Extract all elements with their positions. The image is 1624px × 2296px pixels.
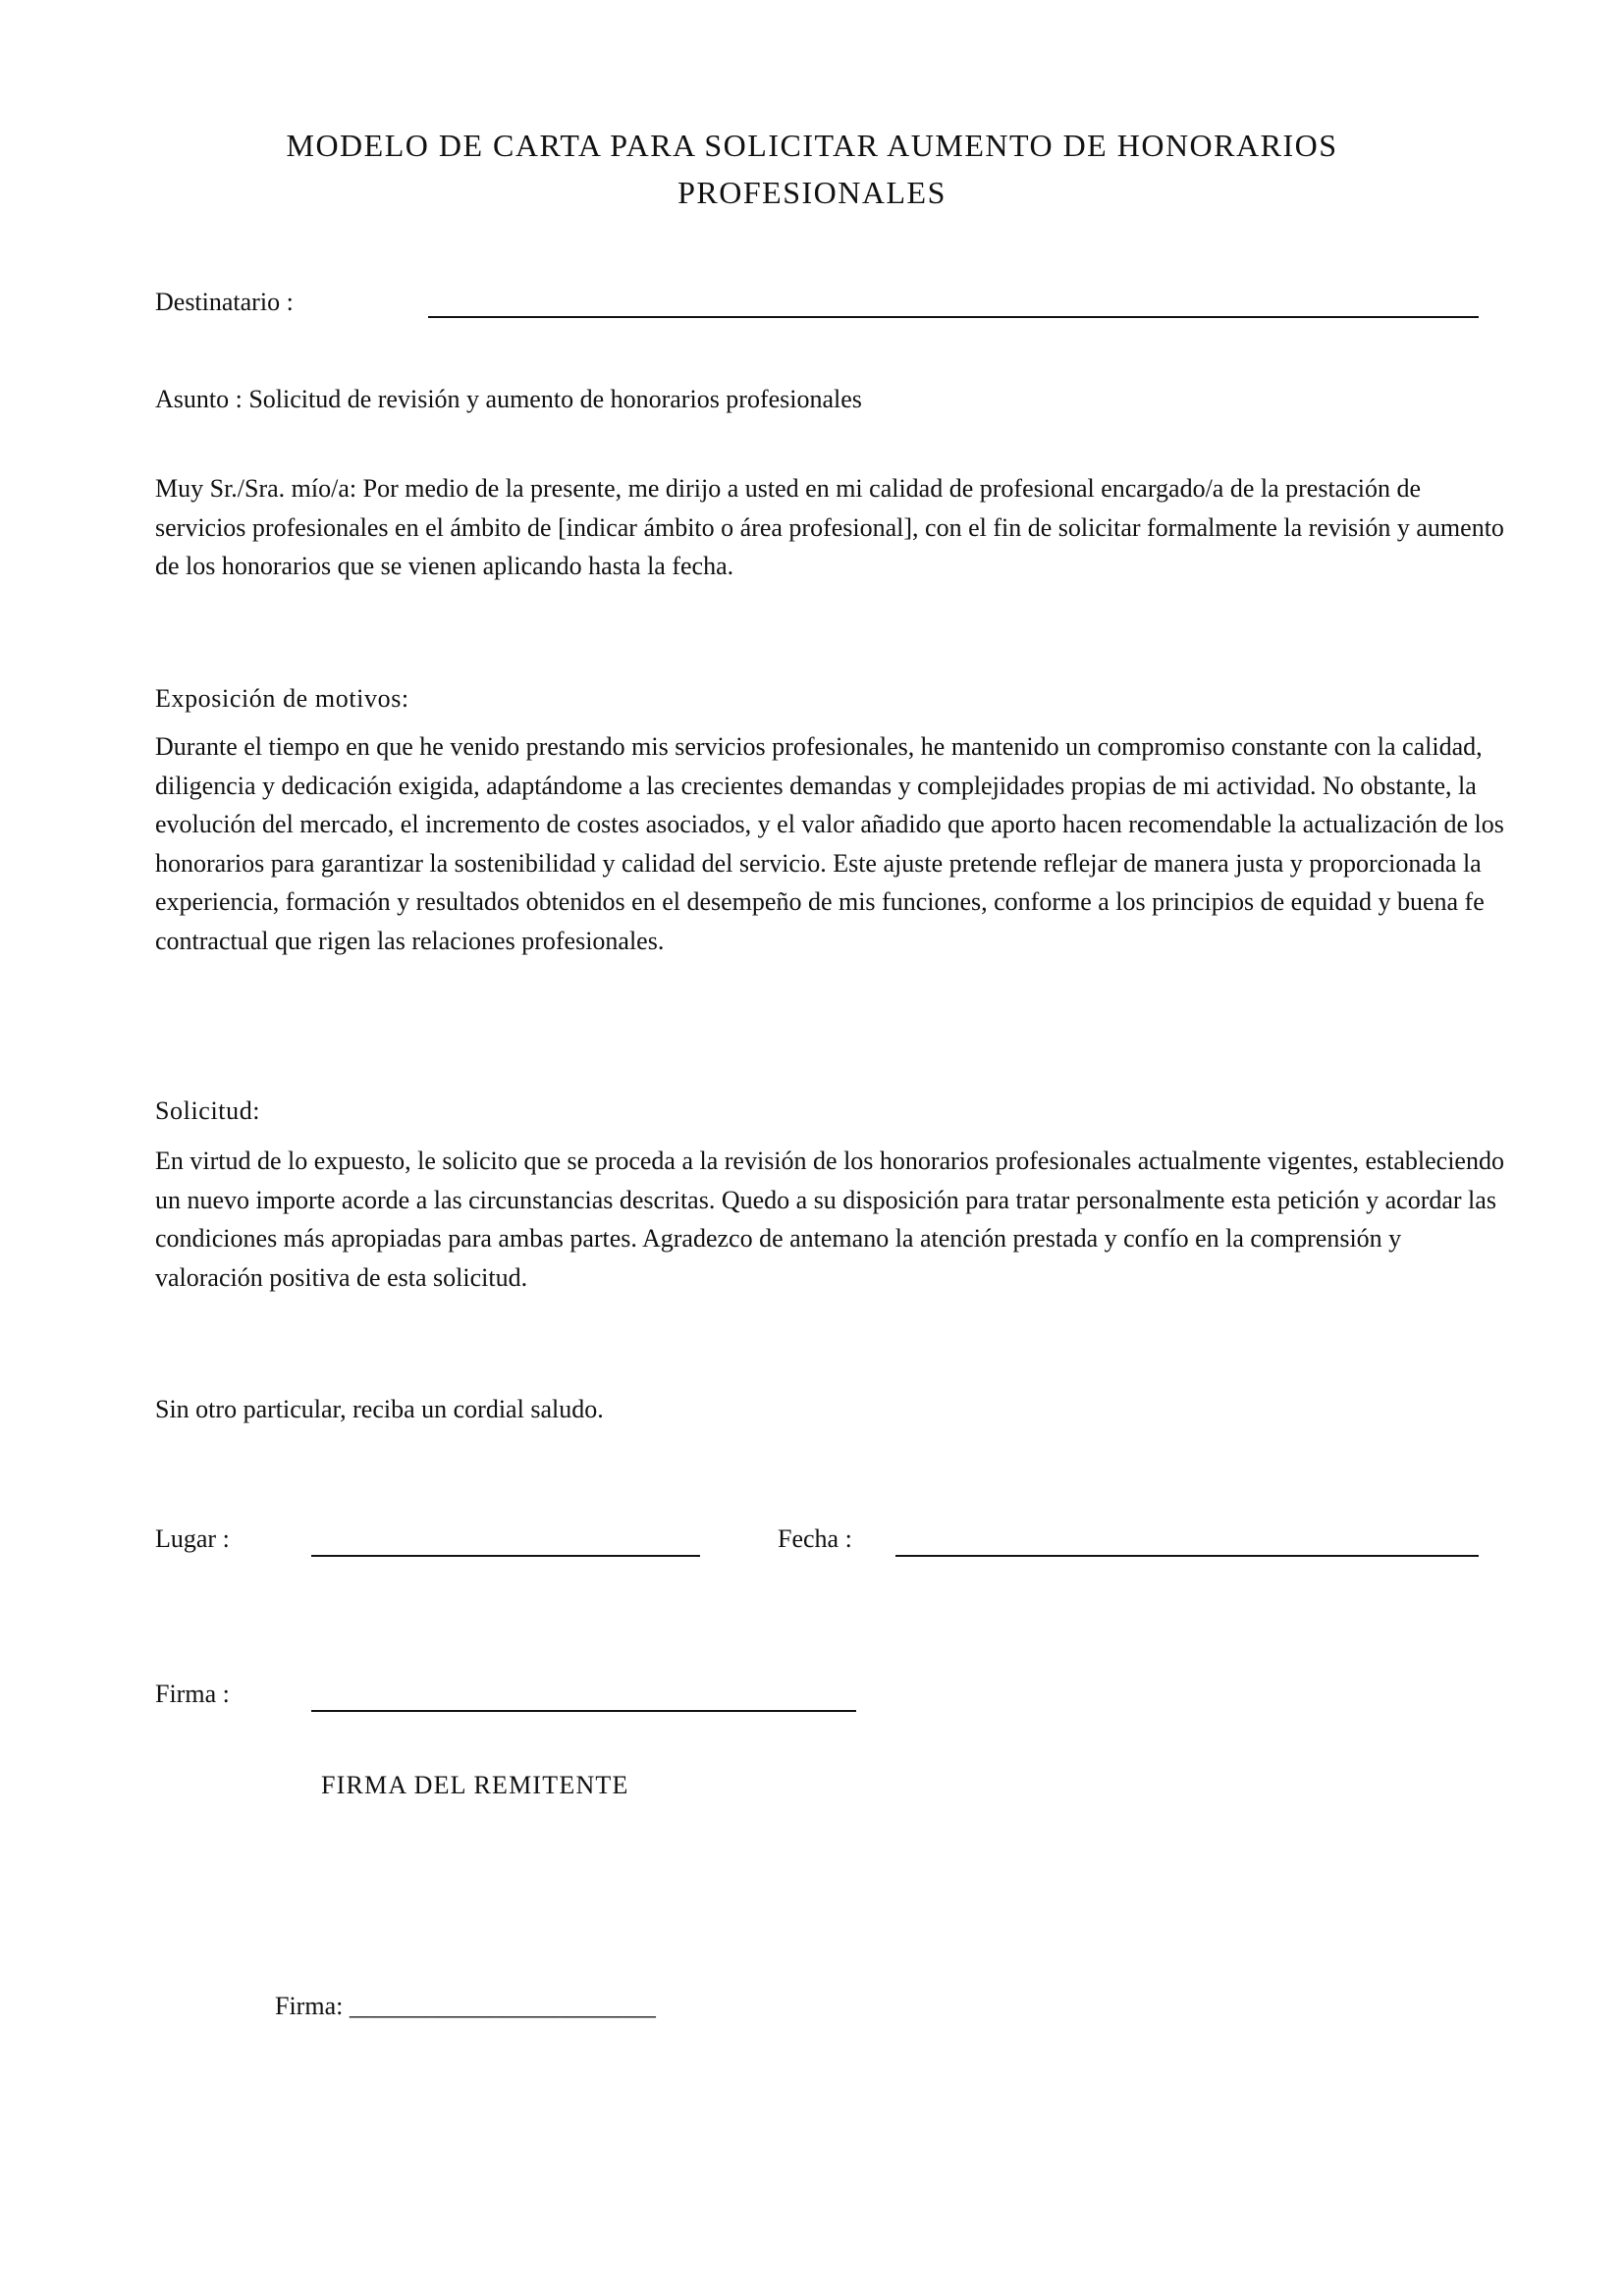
solicitud-paragraph: En virtud de lo expuesto, le solicito que se proceda a la revisión de los honorarios profesionales actualmente vigentes, estableciendo un nuevo importe acorde a las circunstancias descritas. Quedo a su disposición para tratar personalmente esta petición y acordar las condiciones más apropiadas para ambas partes. Agradezco de antemano la atención prestada y confío en la comprensión y valoración positiva de esta solicitud.: [155, 1147, 1504, 1292]
closing-line: Sin otro particular, reciba un cordial saludo.: [155, 1395, 604, 1423]
lugar-label: Lugar :: [155, 1524, 230, 1553]
firma-footer-line: Firma: ________________________: [275, 1992, 656, 2020]
lugar-field-line[interactable]: [311, 1555, 700, 1557]
destinatario-label: Destinatario :: [155, 288, 294, 316]
firma-label: Firma :: [155, 1680, 230, 1708]
intro-paragraph: Muy Sr./Sra. mío/a: Por medio de la presente, me dirijo a usted en mi calidad de profesional encargado/a de la prestación de servicios profesionales en el ámbito de [indicar ámbito o área profesional], con el fin de solicitar formalmente la revisión y aumento de los honorarios que se vienen aplicando hasta la fecha.: [155, 474, 1504, 580]
fecha-field-line[interactable]: [895, 1555, 1479, 1557]
fecha-label: Fecha :: [778, 1524, 852, 1553]
motivos-paragraph: Durante el tiempo en que he venido prestando mis servicios profesionales, he mantenido un compromiso constante con la calidad, diligencia y dedicación exigida, adaptándome a las crecientes demandas y complejidades propias de mi actividad. No obstante, la evolución del mercado, el incremento de costes asociados, y el valor añadido que aporto hacen recomendable la actualización de los honorarios para garantizar la sostenibilidad y calidad del servicio. Este ajuste pretende reflejar de manera justa y proporcionada la experiencia, formación y resultados obtenidos en el desempeño de mis funciones, conforme a los principios de equidad y buena fe contractual que rigen las relaciones profesionales.: [155, 732, 1504, 955]
solicitud-heading: Solicitud:: [155, 1096, 261, 1125]
destinatario-field-line[interactable]: [428, 316, 1479, 318]
document-title-line-1: MODELO DE CARTA PARA SOLICITAR AUMENTO DE HONORARIOS: [286, 128, 1338, 163]
firma-field-line[interactable]: [311, 1710, 856, 1712]
asunto-line: Asunto : Solicitud de revisión y aumento de honorarios profesionales: [155, 385, 862, 413]
motivos-heading: Exposición de motivos:: [155, 684, 409, 713]
remitente-label: FIRMA DEL REMITENTE: [321, 1771, 629, 1799]
document-title-line-2: PROFESIONALES: [677, 175, 947, 210]
